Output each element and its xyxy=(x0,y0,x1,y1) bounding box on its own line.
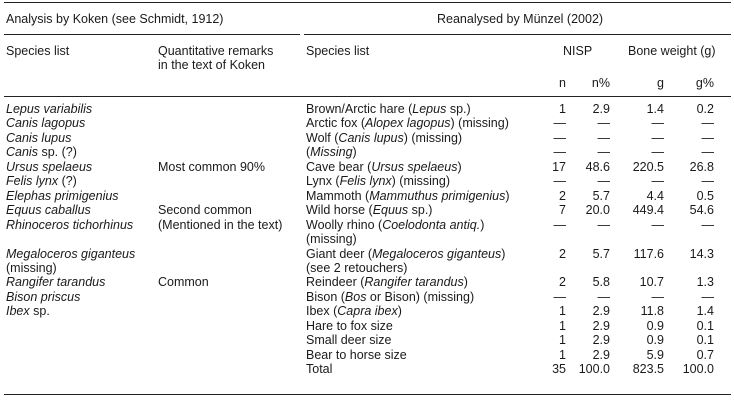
munzel-cell-n: — xyxy=(553,145,566,160)
col-bone-weight: Bone weight (g) xyxy=(628,44,716,58)
munzel-cell-g: — xyxy=(651,130,664,145)
munzel-cell-gpct: — xyxy=(701,130,714,145)
koken-species-name: Ursus spelaeus xyxy=(6,159,93,174)
munzel-cell-gpct: — xyxy=(701,116,714,131)
munzel-cell-npct: 5.7 xyxy=(592,246,610,261)
koken-species-name: Lepus variabilis xyxy=(6,102,93,116)
munzel-cell-n: — xyxy=(553,174,566,189)
munzel-cell-npct: 5.7 xyxy=(592,188,610,203)
munzel-cell-npct: — xyxy=(597,116,610,131)
koken-species-name: Bison priscus xyxy=(6,289,81,304)
koken-species-name: Ibex sp. xyxy=(6,304,50,319)
munzel-cell-gpct: — xyxy=(701,174,714,189)
munzel-cell-n: 1 xyxy=(559,304,566,319)
munzel-cell-g: 823.5 xyxy=(632,362,664,377)
munzel-cell-g: — xyxy=(651,174,664,189)
koken-species-name: Elephas primigenius xyxy=(6,188,119,203)
munzel-cell-g: — xyxy=(651,145,664,160)
munzel-cell-g: 0.9 xyxy=(646,318,664,333)
munzel-cell-n: 35 xyxy=(552,362,566,377)
group-rule-right xyxy=(304,34,731,35)
col-species-right: Species list xyxy=(306,44,370,58)
munzel-cell-g: 10.7 xyxy=(639,275,664,290)
munzel-species-name: Reindeer (Rangifer tarandus) xyxy=(306,275,468,290)
munzel-cell-gpct: 0.1 xyxy=(696,333,714,348)
munzel-cell-g: 117.6 xyxy=(633,246,664,261)
munzel-cell-n: — xyxy=(553,130,566,145)
table-bottom-rule xyxy=(4,394,731,395)
munzel-cell-gpct: 1.3 xyxy=(696,275,714,290)
col-species-left: Species list xyxy=(6,44,70,58)
munzel-cell-npct: — xyxy=(597,130,610,145)
munzel-cell-gpct: 54.6 xyxy=(689,203,714,218)
koken-species-name: Canis sp. (?) xyxy=(6,145,77,160)
munzel-cell-n: 1 xyxy=(559,318,566,333)
munzel-species-name: Bison (Bos or Bison) (missing) xyxy=(306,289,475,304)
munzel-cell-npct: 2.9 xyxy=(592,304,610,319)
munzel-cell-n: 1 xyxy=(559,333,566,348)
right-group-title: Reanalysed by Münzel (2002) xyxy=(437,12,604,26)
munzel-cell-g: 5.9 xyxy=(646,347,664,362)
munzel-cell-n: 17 xyxy=(552,159,566,174)
col-quant-remarks-2: in the text of Koken xyxy=(158,58,266,72)
munzel-cell-npct: 2.9 xyxy=(592,102,610,116)
munzel-cell-n: — xyxy=(553,289,566,304)
munzel-cell-npct: 2.9 xyxy=(592,333,610,348)
munzel-cell-gpct: 26.8 xyxy=(689,159,714,174)
munzel-cell-gpct: 1.4 xyxy=(696,304,714,319)
munzel-species-name: (Missing) xyxy=(306,145,357,160)
munzel-cell-npct: 20.0 xyxy=(585,203,610,218)
munzel-species-name: Ibex (Capra ibex) xyxy=(306,304,402,319)
munzel-cell-npct: 2.9 xyxy=(592,318,610,333)
col-g: g xyxy=(657,76,664,90)
munzel-cell-n: 1 xyxy=(559,347,566,362)
koken-species-name: (missing) xyxy=(6,260,57,275)
munzel-species-name: Wolf (Canis lupus) (missing) xyxy=(306,130,463,145)
munzel-cell-g: 0.9 xyxy=(646,333,664,348)
header-bottom-rule xyxy=(4,96,731,97)
munzel-cell-npct: — xyxy=(597,217,610,232)
koken-species-name: Canis lupus xyxy=(6,130,72,145)
munzel-species-name: Woolly rhino (Coelodonta antiq.) xyxy=(306,217,485,232)
koken-remark: (Mentioned in the text) xyxy=(158,217,283,232)
koken-species-name: Felis lynx (?) xyxy=(6,174,77,189)
koken-remark: Most common 90% xyxy=(158,159,265,174)
munzel-cell-npct: — xyxy=(597,145,610,160)
munzel-cell-g: 220.5 xyxy=(632,159,664,174)
munzel-cell-n: 2 xyxy=(559,188,566,203)
munzel-cell-g: — xyxy=(651,217,664,232)
koken-species-name: Canis lagopus xyxy=(6,116,86,131)
munzel-cell-npct: 100.0 xyxy=(578,362,610,377)
munzel-cell-g: 1.4 xyxy=(646,102,664,116)
koken-species-name: Equus caballus xyxy=(6,203,91,218)
munzel-cell-g: 11.8 xyxy=(640,304,664,319)
munzel-cell-gpct: 0.5 xyxy=(696,188,714,203)
munzel-cell-n: 2 xyxy=(559,246,566,261)
group-rule-left xyxy=(4,34,300,35)
munzel-cell-n: 2 xyxy=(559,275,566,290)
munzel-cell-gpct: 0.2 xyxy=(696,102,714,116)
munzel-cell-g: — xyxy=(651,116,664,131)
munzel-cell-n: 1 xyxy=(559,102,566,116)
munzel-species-name: Arctic fox (Alopex lagopus) (missing) xyxy=(306,116,509,131)
col-n: n xyxy=(559,76,566,90)
col-n-pct: n% xyxy=(591,76,610,90)
munzel-cell-npct: — xyxy=(597,289,610,304)
koken-species-name: Rangifer tarandus xyxy=(6,275,106,290)
munzel-species-name: Cave bear (Ursus spelaeus) xyxy=(306,159,462,174)
koken-remark: Common xyxy=(158,275,209,290)
munzel-cell-g: 449.4 xyxy=(632,203,664,218)
koken-species-name: Megaloceros giganteus xyxy=(6,246,136,261)
col-nisp: NISP xyxy=(563,44,593,58)
munzel-cell-g: — xyxy=(651,289,664,304)
munzel-cell-g: 4.4 xyxy=(646,188,664,203)
munzel-species-name: (missing) xyxy=(306,232,357,247)
koken-species-name: Rhinoceros tichorhinus xyxy=(6,217,134,232)
munzel-species-name: Small deer size xyxy=(306,333,392,348)
munzel-species-name: Lynx (Felis lynx) (missing) xyxy=(306,174,451,189)
munzel-species-name: Total xyxy=(306,362,333,377)
munzel-cell-npct: 2.9 xyxy=(592,347,610,362)
col-quant-remarks-1: Quantitative remarks xyxy=(158,44,274,58)
koken-remark: Second common xyxy=(158,203,252,218)
munzel-species-name: Wild horse (Equus sp.) xyxy=(306,203,433,218)
munzel-cell-gpct: 0.1 xyxy=(696,318,714,333)
munzel-cell-gpct: — xyxy=(701,289,714,304)
top-rule xyxy=(4,2,731,3)
munzel-species-name: Hare to fox size xyxy=(306,318,393,333)
munzel-species-name: Bear to horse size xyxy=(306,347,407,362)
munzel-cell-gpct: — xyxy=(701,217,714,232)
munzel-cell-npct: 5.8 xyxy=(592,275,610,290)
munzel-cell-n: 7 xyxy=(559,203,566,218)
munzel-species-name: Giant deer (Megaloceros giganteus) xyxy=(306,246,506,261)
munzel-species-name: Brown/Arctic hare (Lepus sp.) xyxy=(306,102,471,116)
munzel-species-name: Mammoth (Mammuthus primigenius) xyxy=(306,188,510,203)
munzel-cell-gpct: 0.7 xyxy=(696,347,714,362)
munzel-cell-npct: 48.6 xyxy=(585,159,610,174)
munzel-cell-n: — xyxy=(553,116,566,131)
left-group-title: Analysis by Koken (see Schmidt, 1912) xyxy=(6,12,224,26)
munzel-cell-gpct: 100.0 xyxy=(682,362,714,377)
munzel-cell-n: — xyxy=(553,217,566,232)
munzel-cell-gpct: 14.3 xyxy=(689,246,714,261)
col-g-pct: g% xyxy=(695,76,714,90)
munzel-cell-npct: — xyxy=(597,174,610,189)
munzel-species-name: (see 2 retouchers) xyxy=(306,260,408,275)
munzel-cell-gpct: — xyxy=(701,145,714,160)
